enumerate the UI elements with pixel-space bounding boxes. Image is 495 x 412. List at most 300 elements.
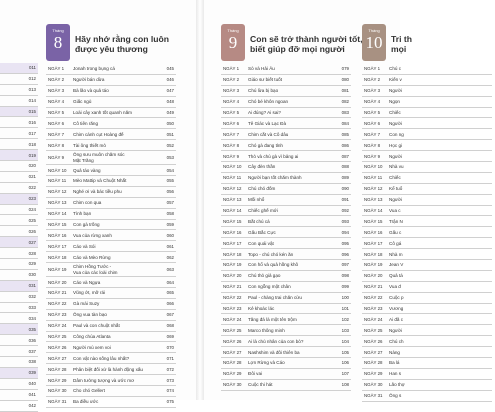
toc-page: 103 [341, 327, 349, 333]
toc-day: NGÀY 8 [48, 142, 65, 148]
toc-title: Ngọn [389, 99, 400, 105]
toc-row [0, 379, 38, 390]
toc-page: 101 [341, 306, 349, 312]
toc-row [362, 336, 492, 347]
toc-title: Chú ch [389, 338, 404, 344]
toc-row [46, 375, 176, 386]
toc-page: 039 [28, 370, 36, 376]
toc-row [221, 271, 351, 282]
toc-day: NGÀY 31 [48, 399, 67, 405]
toc-page: 033 [28, 305, 36, 311]
toc-row [362, 173, 492, 184]
toc-title: Người [389, 88, 402, 94]
toc-day: NGÀY 22 [364, 295, 383, 301]
toc-title: Tài ông thiết mỏ [73, 142, 106, 148]
toc-title: Chiếc [389, 110, 401, 115]
toc-page: 012 [28, 76, 36, 82]
toc-page: 082 [341, 99, 349, 105]
toc-row [221, 314, 351, 325]
month-title: Con sẽ trở thành người tốt, biết giúp đỡ mọi người [250, 34, 363, 54]
toc-day: NGÀY 9 [48, 155, 65, 161]
toc-row [46, 342, 176, 353]
toc-row [0, 172, 38, 183]
toc-day: NGÀY 9 [364, 153, 381, 159]
toc-title: Đôi vai [248, 371, 263, 377]
toc-title: Tê Giác và Lạc Đà [248, 120, 287, 126]
toc-row [221, 173, 351, 184]
toc-page: 052 [166, 142, 174, 148]
toc-title: Phân biệt đối xử là hành động xấu [73, 366, 143, 372]
toc-row [46, 64, 176, 75]
toc-title: Người [389, 327, 402, 333]
toc-page: 061 [166, 243, 174, 249]
toc-row [221, 282, 351, 293]
toc-row [46, 187, 176, 198]
toc-page: 011 [29, 65, 36, 71]
toc-row [362, 380, 492, 391]
toc-row [362, 162, 492, 173]
toc-row [0, 303, 38, 314]
toc-row [221, 86, 351, 97]
toc-title: Vũng ớt, mỡ rái [73, 290, 106, 296]
toc-page: 055 [166, 178, 174, 184]
toc-page: 081 [341, 88, 349, 94]
toc-page: 106 [341, 360, 349, 366]
toc-page: 102 [341, 316, 349, 322]
toc-day: NGÀY 23 [364, 306, 383, 312]
month-header [362, 24, 492, 63]
toc-row [46, 353, 176, 364]
toc-title: Bắt chú cá [248, 218, 270, 224]
toc-page: 013 [28, 87, 36, 93]
toc-title: Cáo và Ngựa [73, 279, 101, 285]
month-number: 9 [228, 33, 238, 52]
toc-row [362, 97, 492, 108]
month-label: Tháng [368, 28, 380, 33]
toc-page: 058 [166, 211, 174, 217]
toc-title: Nashshim và đôi thiên ba [248, 349, 300, 355]
toc-title: Chú chó đốm [248, 186, 276, 192]
toc-title: Con ng [389, 131, 404, 137]
toc-page: 062 [166, 254, 174, 260]
toc-row [46, 299, 176, 310]
toc-page: 097 [341, 262, 349, 268]
toc-title: Ba lá [389, 360, 400, 366]
toc-title: Chim cánh cụt Hoàng đế [73, 131, 124, 137]
toc-title: Chó gà đang tỉnh [248, 142, 283, 148]
toc-page: 100 [341, 295, 349, 301]
toc-column-month-9 [221, 24, 363, 388]
toc-title: Tăng đá là một tên trộm [248, 316, 297, 322]
toc-day: NGÀY 4 [223, 99, 240, 105]
toc-row [46, 151, 176, 165]
toc-page: 047 [166, 88, 174, 94]
toc-title: Ai đã c [389, 316, 404, 322]
toc-title: Ông s [389, 393, 402, 399]
toc-title: Người [389, 197, 402, 203]
toc-page: 026 [28, 228, 36, 234]
toc-page: 019 [28, 152, 36, 158]
toc-row [0, 335, 38, 346]
toc-day: NGÀY 26 [364, 338, 383, 344]
toc-day: NGÀY 18 [364, 251, 383, 257]
toc-title: Gấu Bắc Cực [248, 229, 276, 235]
toc-day: NGÀY 14 [223, 208, 242, 214]
toc-page: 031 [28, 283, 36, 289]
toc-day: NGÀY 11 [223, 175, 242, 181]
toc-day: NGÀY 19 [48, 267, 67, 273]
toc-title: Cây đèn thần [248, 164, 276, 170]
toc-title: Lão thợ [389, 382, 405, 388]
toc-day: NGÀY 16 [223, 229, 242, 235]
toc-title: Cáo và Sói [73, 243, 96, 249]
toc-row [0, 346, 38, 357]
toc-day: NGÀY 16 [48, 232, 67, 238]
toc-page: 085 [341, 131, 349, 137]
toc-row [46, 277, 176, 288]
toc-day: NGÀY 21 [223, 284, 242, 290]
toc-row [0, 368, 38, 379]
toc-day: NGÀY 23 [48, 312, 67, 318]
toc-row [46, 263, 176, 277]
toc-day: NGÀY 17 [364, 240, 383, 246]
toc-page: 037 [28, 348, 36, 354]
toc-page: 046 [166, 77, 174, 83]
toc-page: 041 [28, 392, 36, 398]
toc-title: Người bán dừa [73, 77, 105, 83]
toc-title: Topo - chú chó kén ăn [248, 251, 294, 257]
toc-page: 068 [166, 323, 174, 329]
toc-title: Ông vua tàn bạo [73, 312, 107, 318]
toc-row [0, 63, 38, 74]
toc-row [221, 129, 351, 140]
toc-title: Chim cắt và Cô dâu [248, 131, 289, 137]
toc-row [362, 249, 492, 260]
toc-day: NGÀY 10 [223, 164, 242, 170]
toc-page: 098 [341, 273, 349, 279]
toc-row [362, 238, 492, 249]
toc-title: Giáo sư biết tuốt [248, 77, 282, 83]
toc-row [362, 108, 492, 119]
toc-day: NGÀY 5 [223, 110, 240, 115]
month-number: 8 [53, 33, 63, 52]
toc-page: 083 [341, 110, 349, 115]
toc-row [46, 310, 176, 321]
toc-row [0, 194, 38, 205]
toc-row [0, 390, 38, 401]
month-title [0, 34, 41, 54]
toc-day: NGÀY 11 [364, 175, 383, 181]
toc-day: NGÀY 7 [364, 131, 381, 137]
toc-day: NGÀY 28 [223, 360, 242, 366]
toc-page: 060 [166, 232, 174, 238]
toc-day: NGÀY 19 [223, 262, 242, 268]
toc-title: Học gi [389, 142, 403, 148]
toc-page: 104 [341, 338, 349, 344]
toc-page: 094 [341, 229, 349, 235]
toc-title: Quả tá [389, 273, 403, 279]
toc-page: 030 [28, 272, 36, 278]
toc-title: Ai đúng? Ai sai? [248, 110, 281, 115]
toc-title: Paul và con chuột nhắt [73, 323, 120, 329]
month-label: Tháng [52, 28, 64, 33]
toc-row [362, 206, 492, 217]
toc-row [0, 139, 38, 150]
toc-day: NGÀY 6 [223, 120, 240, 126]
toc-day: NGÀY 17 [223, 240, 242, 246]
month-badge [362, 24, 386, 61]
toc-title: Trận N [389, 218, 403, 224]
toc-title: Cô tiên răng [73, 120, 99, 126]
toc-row [46, 364, 176, 375]
toc-day: NGÀY 26 [48, 344, 67, 350]
toc-day: NGÀY 15 [48, 222, 67, 228]
toc-page: 059 [166, 222, 174, 228]
toc-row [362, 227, 492, 238]
toc-day: NGÀY 12 [364, 186, 383, 192]
toc-day: NGÀY 18 [48, 254, 67, 260]
toc-day: NGÀY 20 [48, 279, 67, 285]
toc-row [0, 226, 38, 237]
toc-row [46, 140, 176, 151]
toc-title: Kể tuổ [389, 186, 403, 192]
toc-title: Ông sưu muôn chăm sóc Mặt Trăng [73, 152, 125, 163]
toc-row [46, 165, 176, 176]
toc-day: NGÀY 11 [48, 178, 67, 184]
toc-title: Cho chó Gellert [73, 388, 105, 394]
toc-day: NGÀY 7 [48, 131, 65, 137]
toc-row [362, 314, 492, 325]
toc-row [221, 195, 351, 206]
toc-row [0, 107, 38, 118]
toc-row [0, 313, 38, 324]
toc-day: NGÀY 1 [48, 66, 65, 72]
toc-page: 067 [166, 312, 174, 318]
toc-title: Chú lừa bị bạo [248, 88, 279, 94]
toc-page: 032 [28, 294, 36, 300]
toc-page: 054 [166, 167, 174, 173]
toc-page: 025 [28, 217, 36, 223]
toc-row [362, 184, 492, 195]
month-title: Tri th mọi [391, 34, 413, 54]
toc-day: NGÀY 13 [223, 197, 242, 203]
toc-row [362, 75, 492, 86]
toc-row [46, 129, 176, 140]
toc-day: NGÀY 26 [223, 338, 242, 344]
toc-title: Người bạn tốt chăm thành [248, 175, 302, 181]
toc-page: 023 [28, 196, 36, 202]
toc-row [362, 293, 492, 304]
toc-title: Thỏ và chú gà vì bảng ai [248, 153, 299, 159]
toc-row [221, 108, 351, 119]
toc-row [221, 369, 351, 380]
toc-day: NGÀY 13 [48, 200, 67, 206]
toc-day: NGÀY 1 [223, 66, 240, 72]
toc-title: Sò và Hải Âu [248, 66, 275, 72]
month-title: Hãy nhớ rằng con luôn được yêu thương [75, 34, 169, 54]
toc-row [46, 108, 176, 119]
toc-row [0, 161, 38, 172]
toc-row [46, 397, 176, 408]
toc-page: 017 [28, 130, 36, 136]
toc-day: NGÀY 28 [364, 360, 383, 366]
toc-page: 107 [341, 371, 349, 377]
toc-row [46, 288, 176, 299]
toc-page: 105 [341, 349, 349, 355]
toc-row [221, 249, 351, 260]
toc-title: Cô gá [389, 240, 402, 246]
book-gutter [196, 0, 204, 400]
toc-day: NGÀY 29 [48, 377, 67, 383]
toc-day: NGÀY 9 [223, 153, 240, 159]
toc-day: NGÀY 19 [364, 262, 383, 268]
toc-day: NGÀY 3 [48, 88, 65, 94]
toc-list [46, 64, 176, 408]
toc-row [221, 325, 351, 336]
toc-day: NGÀY 20 [223, 273, 242, 279]
toc-title: Con gà trống [73, 222, 100, 228]
toc-title: Con ngỗng một chân [248, 284, 291, 290]
toc-row [0, 183, 38, 194]
toc-row [362, 64, 492, 75]
toc-list [0, 63, 38, 412]
toc-day: NGÀY 10 [48, 167, 67, 173]
toc-day: NGÀY 14 [48, 211, 67, 217]
toc-list [221, 64, 351, 391]
toc-row [221, 304, 351, 315]
toc-page: 088 [341, 164, 349, 170]
toc-page: 034 [28, 315, 36, 321]
toc-day: NGÀY 18 [223, 251, 242, 257]
toc-page: 093 [341, 218, 349, 224]
toc-row [0, 237, 38, 248]
toc-day: NGÀY 29 [364, 371, 383, 377]
toc-page: 049 [166, 110, 174, 115]
toc-day: NGÀY 2 [364, 77, 381, 83]
toc-page: 090 [341, 186, 349, 192]
toc-title: Chim con qua [73, 200, 102, 206]
month-label: Tháng [227, 28, 239, 33]
toc-row [0, 270, 38, 281]
toc-row [362, 151, 492, 162]
toc-column-month-10 [362, 24, 492, 399]
toc-day: NGÀY 15 [364, 218, 383, 224]
toc-row [46, 230, 176, 241]
toc-title: Nhà m [389, 251, 403, 257]
toc-day: NGÀY 7 [223, 131, 240, 137]
toc-day: NGÀY 4 [364, 99, 381, 105]
toc-title: Nhà vu [389, 164, 404, 170]
toc-page: 064 [166, 279, 174, 285]
toc-day: NGÀY 22 [223, 295, 242, 301]
toc-page: 089 [341, 175, 349, 181]
toc-row [221, 293, 351, 304]
toc-day: NGÀY 15 [223, 218, 242, 224]
toc-row [362, 391, 492, 402]
toc-day: NGÀY 13 [364, 197, 383, 203]
toc-title: Cuộc thi hát [248, 382, 273, 388]
toc-row [362, 369, 492, 380]
toc-day: NGÀY 30 [48, 388, 67, 394]
toc-day: NGÀY 14 [364, 208, 383, 214]
toc-title: Loài cây xanh tốt quanh năm [73, 110, 132, 115]
right-page [200, 0, 413, 400]
toc-page: 050 [166, 120, 174, 126]
toc-day: NGÀY 23 [223, 306, 242, 312]
toc-row [221, 347, 351, 358]
toc-page: 014 [28, 98, 36, 104]
toc-row [362, 140, 492, 151]
toc-row [0, 401, 38, 412]
toc-title: Tình bạn [73, 211, 92, 217]
toc-title: Lợn Rừng và Cáo [248, 360, 285, 366]
toc-row [0, 205, 38, 216]
toc-title: Chú c [389, 66, 402, 72]
toc-page: 018 [28, 141, 36, 147]
toc-page: 096 [341, 251, 349, 257]
toc-page: 086 [341, 142, 349, 148]
month-badge [46, 24, 70, 61]
toc-page: 027 [28, 239, 36, 245]
toc-row [46, 118, 176, 129]
toc-page: 036 [28, 337, 36, 343]
toc-row [46, 332, 176, 343]
toc-column-month-8 [46, 24, 176, 405]
toc-title: Người mù xem voi [73, 344, 111, 350]
toc-day: NGÀY 27 [48, 355, 67, 361]
toc-row [221, 140, 351, 151]
month-badge [221, 24, 245, 61]
toc-page: 070 [166, 344, 174, 350]
toc-page: 079 [341, 66, 349, 72]
toc-title: Marco thông minh [248, 327, 285, 333]
toc-page: 029 [28, 261, 36, 267]
toc-row [221, 97, 351, 108]
toc-row [362, 129, 492, 140]
toc-day: NGÀY 12 [48, 189, 67, 195]
toc-row [221, 75, 351, 86]
toc-row [0, 281, 38, 292]
toc-row [362, 347, 492, 358]
toc-page: 045 [166, 66, 174, 72]
toc-day: NGÀY 6 [364, 120, 381, 126]
toc-page: 073 [166, 377, 174, 383]
toc-row [221, 238, 351, 249]
toc-row [46, 220, 176, 231]
toc-title: Vương [389, 306, 404, 312]
toc-day: NGÀY 22 [48, 301, 67, 307]
toc-row [221, 162, 351, 173]
toc-page: 051 [166, 131, 174, 137]
toc-day: NGÀY 5 [48, 110, 65, 115]
toc-row [46, 75, 176, 86]
toc-row [0, 96, 38, 107]
toc-title: Jean V [389, 262, 404, 268]
toc-day: NGÀY 10 [364, 164, 383, 170]
month-header [0, 24, 38, 63]
toc-page: 095 [341, 240, 349, 246]
toc-page: 091 [341, 197, 349, 203]
toc-day: NGÀY 29 [223, 371, 242, 377]
toc-row [221, 216, 351, 227]
toc-page: 069 [166, 334, 174, 340]
toc-title: Cáo và Mèo Rừng [73, 254, 111, 260]
toc-row [221, 64, 351, 75]
toc-title: Ba điều ước [73, 399, 99, 405]
toc-day: NGÀY 31 [364, 393, 383, 399]
toc-row [46, 176, 176, 187]
toc-row [221, 227, 351, 238]
